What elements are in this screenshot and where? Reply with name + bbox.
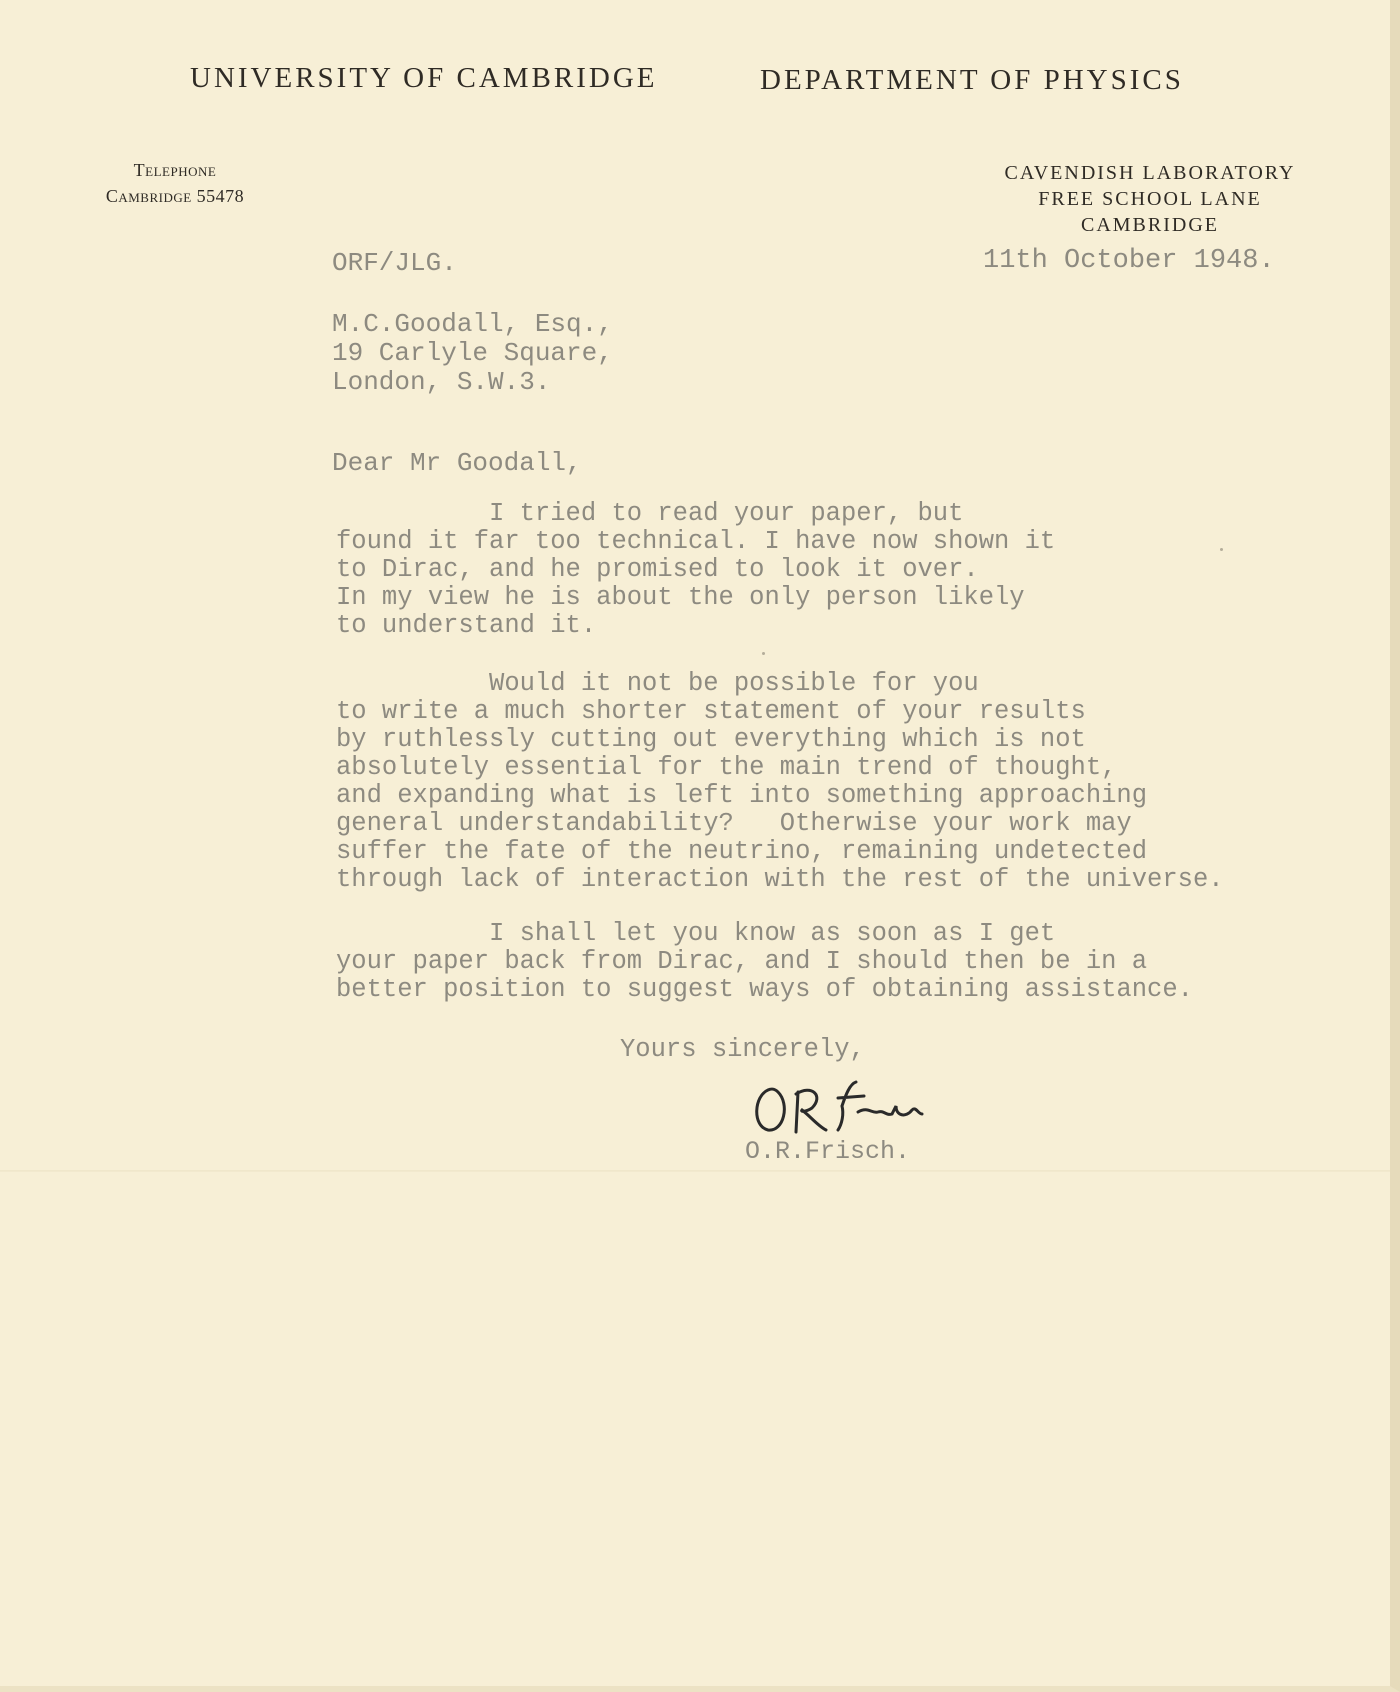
body-line: your paper back from Dirac, and I should then be in a bbox=[336, 947, 1148, 976]
paragraph-2 bbox=[336, 670, 1224, 894]
address-line: CAMBRIDGE bbox=[1080, 214, 1219, 236]
address-line: FREE SCHOOL LANE bbox=[1038, 188, 1262, 210]
body-line: to understand it. bbox=[336, 611, 597, 640]
body-line: by ruthlessly cutting out everything which is not bbox=[336, 725, 1086, 754]
paragraph-3 bbox=[336, 920, 1193, 1004]
body-line: I tried to read your paper, but bbox=[336, 499, 964, 528]
body-line: to Dirac, and he promised to look it over. bbox=[336, 555, 979, 584]
letterhead-institution: UNIVERSITY OF CAMBRIDGE bbox=[190, 62, 658, 94]
typed-signatory-name: O.R.Frisch. bbox=[745, 1137, 911, 1166]
body-line: and expanding what is left into something approaching bbox=[336, 781, 1148, 810]
recipient-line: 19 Carlyle Square, bbox=[332, 338, 613, 368]
recipient-line: M.C.Goodall, Esq., bbox=[332, 309, 613, 339]
recipient-line: London, S.W.3. bbox=[332, 367, 551, 397]
letter-date: 11th October 1948. bbox=[983, 246, 1275, 276]
body-line: I shall let you know as soon as I get bbox=[336, 919, 1056, 948]
body-line: better position to suggest ways of obtaining assistance. bbox=[336, 975, 1193, 1004]
body-line: Would it not be possible for you bbox=[336, 669, 979, 698]
letter-reference: ORF/JLG. bbox=[332, 248, 457, 278]
body-line: to write a much shorter statement of your results bbox=[336, 697, 1086, 726]
closing: Yours sincerely, bbox=[620, 1035, 865, 1064]
letterhead-telephone bbox=[90, 157, 260, 209]
letterhead-address bbox=[985, 160, 1315, 238]
paper-speck bbox=[762, 652, 765, 655]
body-line: absolutely essential for the main trend of thought, bbox=[336, 753, 1117, 782]
address-line: CAVENDISH LABORATORY bbox=[1004, 162, 1296, 184]
handwritten-signature bbox=[746, 1070, 946, 1140]
body-line: general understandability? Otherwise your work may bbox=[336, 809, 1132, 838]
telephone-label: Telephone bbox=[133, 160, 217, 180]
paper-fold bbox=[0, 1170, 1390, 1172]
paragraph-1 bbox=[336, 500, 1055, 640]
letterhead-department: DEPARTMENT OF PHYSICS bbox=[760, 64, 1184, 96]
salutation: Dear Mr Goodall, bbox=[332, 448, 582, 478]
telephone-number: Cambridge 55478 bbox=[105, 186, 245, 206]
recipient-address bbox=[332, 310, 613, 397]
body-line: found it far too technical. I have now shown it bbox=[336, 527, 1056, 556]
body-line: suffer the fate of the neutrino, remaining undetected bbox=[336, 837, 1148, 866]
paper-speck bbox=[1220, 548, 1223, 551]
body-line: through lack of interaction with the rest of the universe. bbox=[336, 865, 1224, 894]
body-line: In my view he is about the only person likely bbox=[336, 583, 1025, 612]
